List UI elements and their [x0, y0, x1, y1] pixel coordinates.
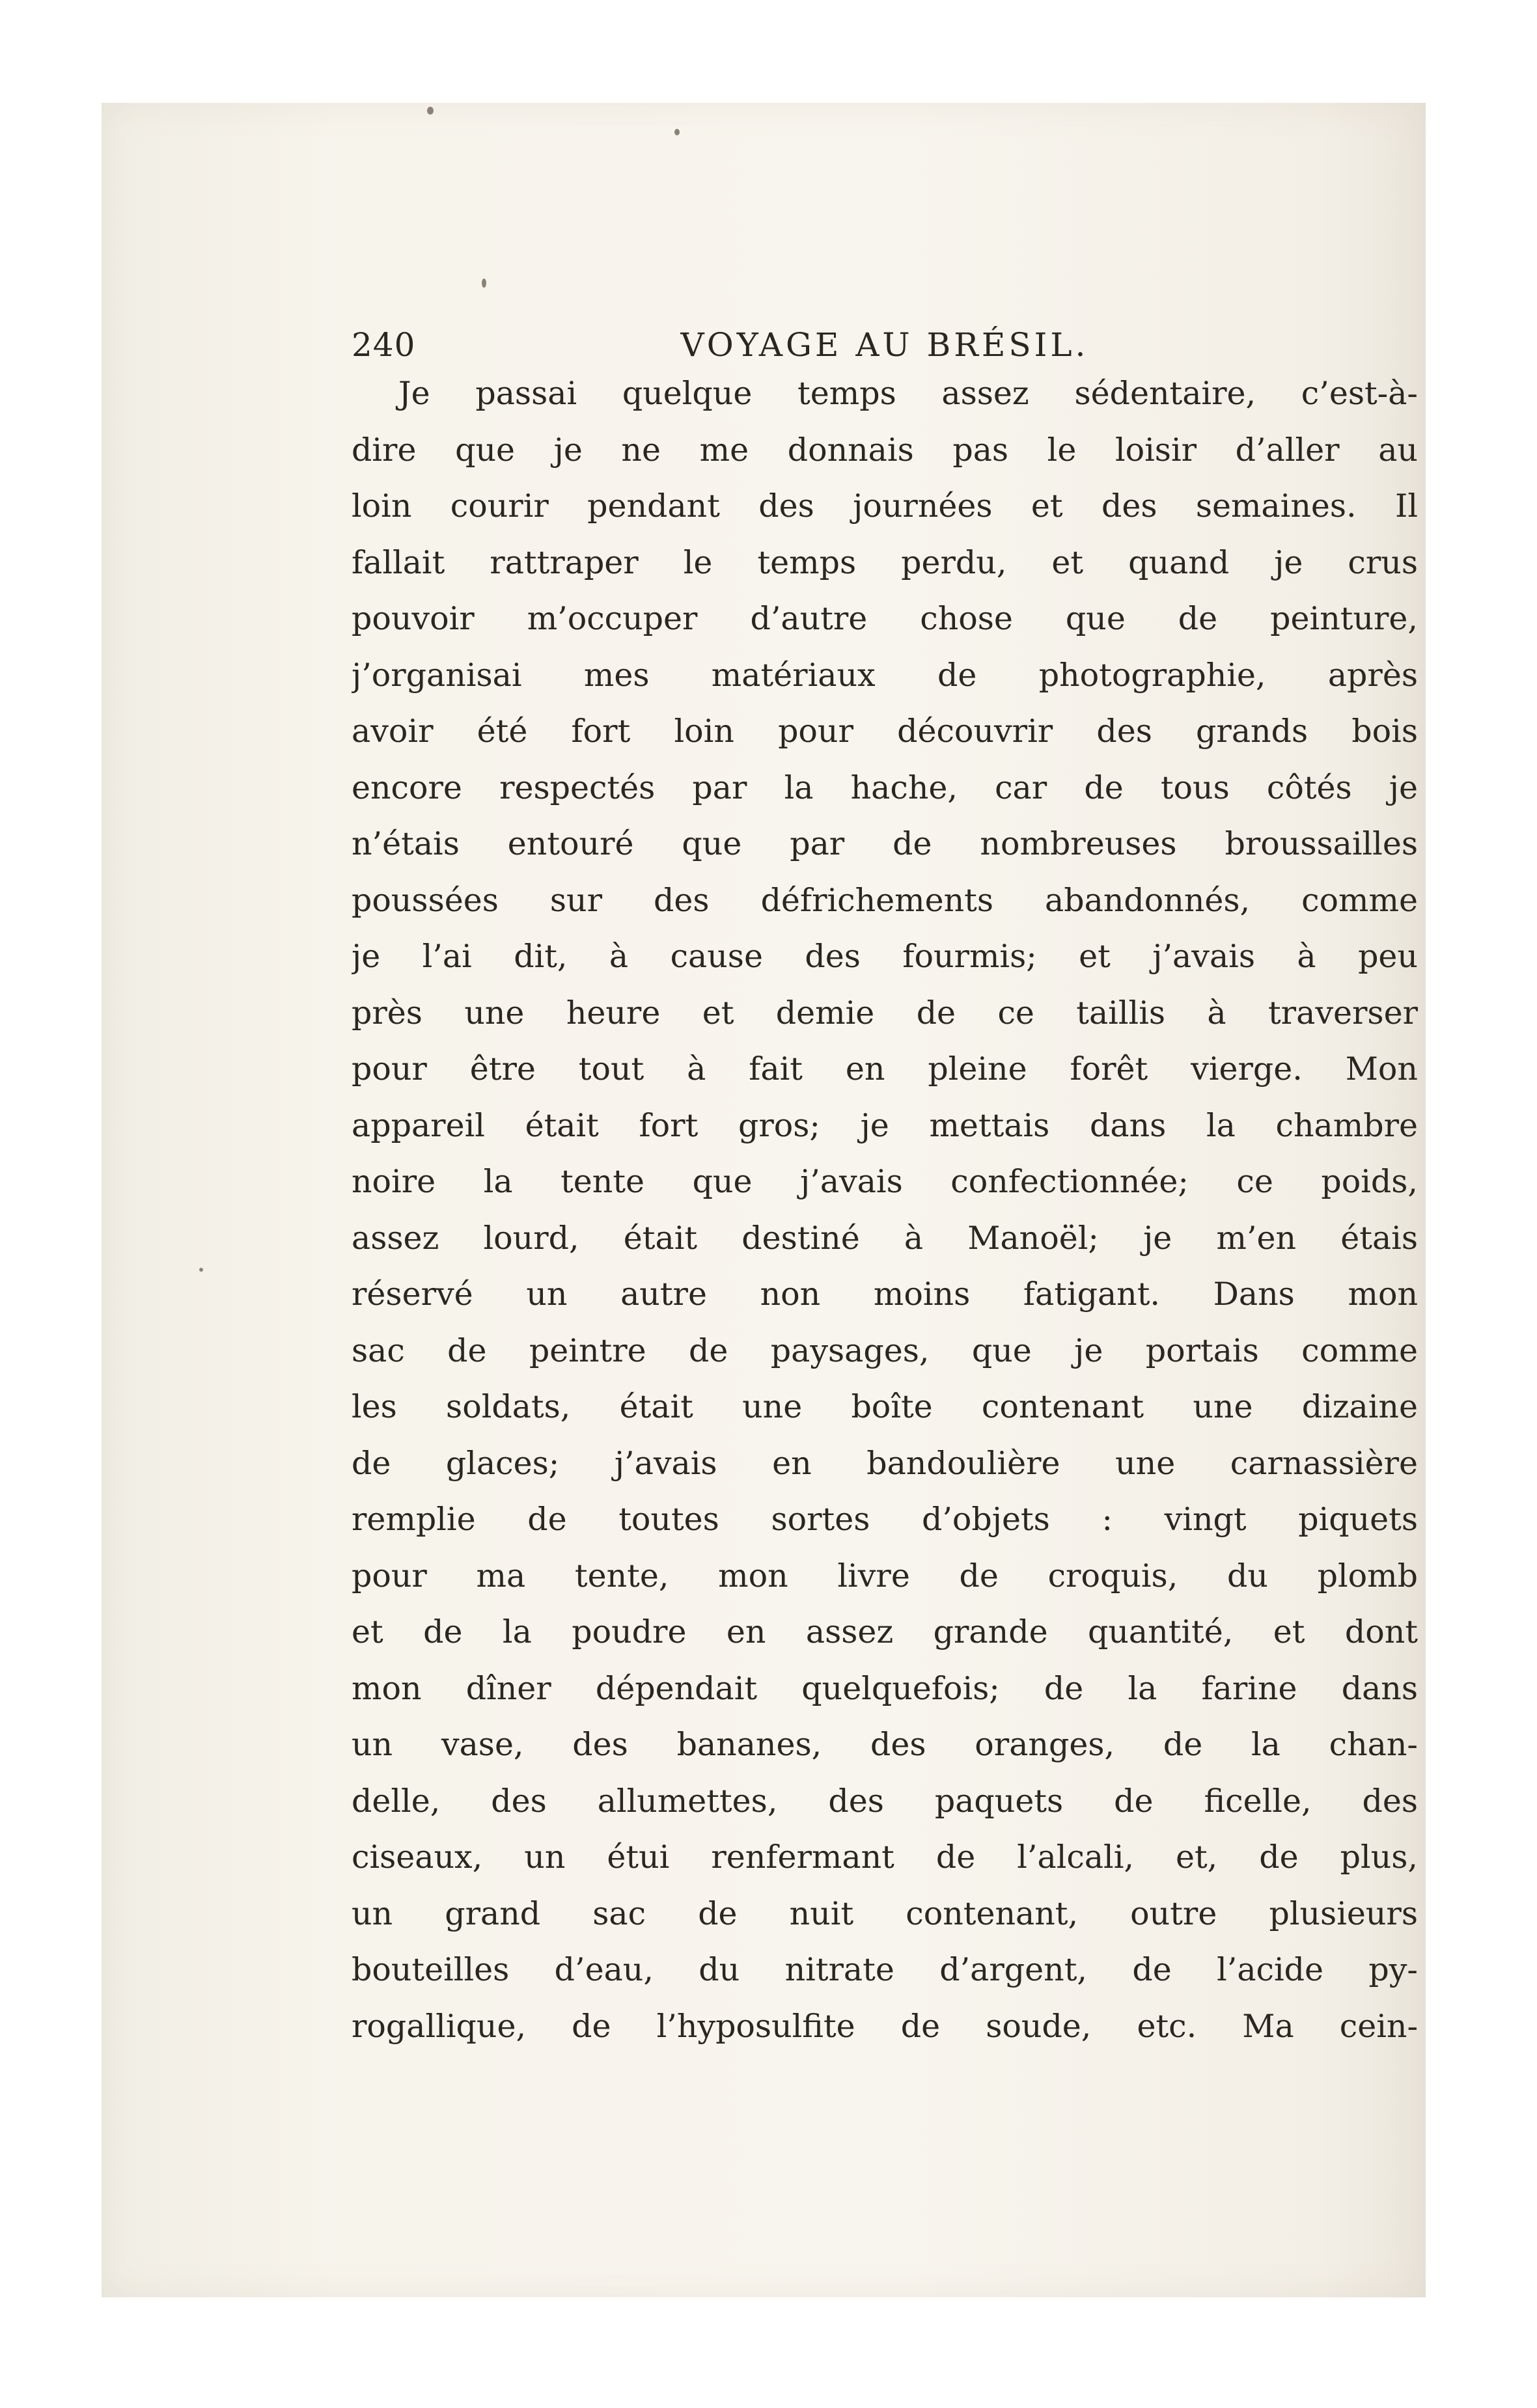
running-head: [352, 324, 1418, 366]
text-line: assez lourd, était destiné à Manoël; je m’en étais: [352, 1219, 1418, 1257]
text-line: noire la tente que j’avais confectionnée; ce poids,: [352, 1163, 1418, 1200]
text-line: un grand sac de nuit contenant, outre plusieurs: [352, 1895, 1418, 1932]
text-line: rogallique, de l’hyposulfite de soude, etc. Ma cein-: [352, 2007, 1418, 2045]
paper-speck: [427, 107, 434, 115]
body-paragraph: [352, 366, 1418, 2055]
paper-speck: [199, 1268, 203, 1272]
text-line: pour être tout à fait en pleine forêt vierge. Mon: [352, 1050, 1418, 1088]
text-block: [352, 324, 1418, 2055]
text-line: réservé un autre non moins fatigant. Dans mon: [352, 1276, 1418, 1313]
text-line: pour ma tente, mon livre de croquis, du plomb: [352, 1557, 1418, 1594]
text-line: et de la poudre en assez grande quantité, et dont: [352, 1613, 1418, 1650]
text-line: sac de peintre de paysages, que je portais comme: [352, 1332, 1418, 1369]
text-line: fallait rattraper le temps perdu, et quand je crus: [352, 543, 1418, 581]
text-line: j’organisai mes matériaux de photographie, après: [352, 656, 1418, 694]
text-line: dire que je ne me donnais pas le loisir d’aller au: [352, 431, 1418, 469]
text-line: poussées sur des défrichements abandonnés, comme: [352, 881, 1418, 919]
page-number: 240: [352, 326, 416, 364]
book-page: [102, 103, 1426, 2297]
paper-speck: [674, 129, 680, 135]
text-line: encore respectés par la hache, car de tous côtés je: [352, 769, 1418, 806]
text-line: les soldats, était une boîte contenant une dizaine: [352, 1388, 1418, 1425]
text-line: delle, des allumettes, des paquets de ficelle, des: [352, 1782, 1418, 1820]
text-line: avoir été fort loin pour découvrir des grands bois: [352, 713, 1418, 750]
text-line: mon dîner dépendait quelquefois; de la farine dans: [352, 1669, 1418, 1707]
text-line: pouvoir m’occuper d’autre chose que de peinture,: [352, 600, 1418, 637]
text-line: bouteilles d’eau, du nitrate d’argent, de l’acide py-: [352, 1951, 1418, 1988]
text-line: loin courir pendant des journées et des semaines. Il: [352, 487, 1418, 525]
paper-speck: [482, 279, 486, 288]
text-line: appareil était fort gros; je mettais dans la chambre: [352, 1106, 1418, 1144]
text-line: je l’ai dit, à cause des fourmis; et j’avais à peu: [352, 938, 1418, 975]
text-line: remplie de toutes sortes d’objets : vingt piquets: [352, 1501, 1418, 1538]
text-line: ciseaux, un étui renfermant de l’alcali, et, de plus,: [352, 1839, 1418, 1876]
running-title: VOYAGE AU BRÉSIL.: [680, 326, 1089, 364]
text-line: Je passai quelque temps assez sédentaire, c’est-à-: [398, 375, 1418, 412]
text-line: près une heure et demie de ce taillis à traverser: [352, 994, 1418, 1032]
text-line: un vase, des bananes, des oranges, de la chan-: [352, 1726, 1418, 1763]
text-line: n’étais entouré que par de nombreuses broussailles: [352, 825, 1418, 862]
text-line: de glaces; j’avais en bandoulière une carnassière: [352, 1444, 1418, 1482]
